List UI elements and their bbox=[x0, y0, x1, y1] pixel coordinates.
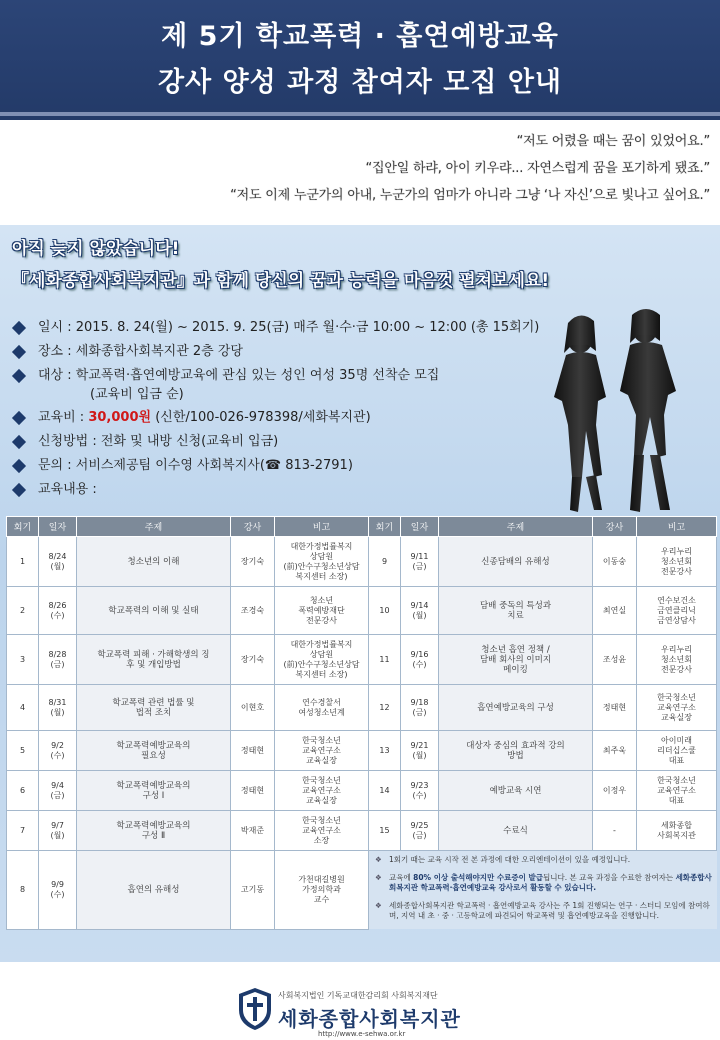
table-cell: 박재준 bbox=[231, 811, 275, 851]
table-row bbox=[7, 851, 717, 930]
table-cell: 학교폭력의 이해 및 실태 bbox=[77, 587, 231, 635]
table-cell: 청소년의 이해 bbox=[77, 537, 231, 587]
table-cell: 9/2 (수) bbox=[39, 731, 77, 771]
table-cell: 8/31 (월) bbox=[39, 685, 77, 731]
quote-1: “저도 어렸을 때는 꿈이 있었어요.” bbox=[516, 134, 710, 149]
diamond-bullet-icon bbox=[12, 483, 26, 497]
diamond-bullet-icon bbox=[12, 321, 26, 335]
table-row bbox=[7, 587, 717, 635]
table-cell: 10 bbox=[369, 587, 401, 635]
table-cell: 수료식 bbox=[439, 811, 593, 851]
table-cell: 정태현 bbox=[231, 731, 275, 771]
table-cell: 신종담배의 유해성 bbox=[439, 537, 593, 587]
table-row bbox=[7, 685, 717, 731]
note-3: ❖ 세화종합사회복지관 학교폭력 · 흡연예방교육 강사는 주 1회 진행되는 연구 · 스터디 모임에 참여하며, 지역 내 초 · 중 · 고등학교에 파견되어 학교폭력 및 흡연예방교육을 진행합니다. bbox=[375, 901, 710, 920]
page-title-line1: 제 5기 학교폭력 · 흡연예방교육 bbox=[161, 21, 559, 52]
note-2: ❖ 교육에 80% 이상 출석해야지만 수료증이 발급됩니다. 본 교육 과정을 수료한 참여자는 세화종합사회복지관 학교폭력·흡연예방교육 강사로서 활동할 수 있습니다. bbox=[375, 873, 712, 892]
table-cell: 9/14 (월) bbox=[401, 587, 439, 635]
table-cell: 흡연예방교육의 구성 bbox=[439, 685, 593, 731]
col-header: 비고 bbox=[275, 517, 369, 537]
table-cell: 14 bbox=[369, 771, 401, 811]
table-cell: 우리누리 청소년회 전문강사 bbox=[637, 635, 717, 685]
table-cell: 한국청소년 교육연구소 소장 bbox=[275, 811, 369, 851]
table-cell: 9/16 (수) bbox=[401, 635, 439, 685]
slogan-line1: 아직 늦지 않았습니다! bbox=[12, 239, 180, 259]
table-cell: 연수보건소 금연클리닉 금연상담사 bbox=[637, 587, 717, 635]
table-cell: 13 bbox=[369, 731, 401, 771]
table-cell: 9/9 (수) bbox=[39, 851, 77, 930]
table-cell: 8/26 (수) bbox=[39, 587, 77, 635]
table-cell: 예방교육 시연 bbox=[439, 771, 593, 811]
table-cell: 학교폭력예방교육의 필요성 bbox=[77, 731, 231, 771]
table-cell: 흡연의 유해성 bbox=[77, 851, 231, 930]
footer-url[interactable]: http://www.e-sehwa.or.kr bbox=[318, 1030, 406, 1038]
header-divider bbox=[0, 112, 720, 116]
col-header: 강사 bbox=[593, 517, 637, 537]
table-cell: 6 bbox=[7, 771, 39, 811]
women-silhouette-icon bbox=[510, 305, 710, 520]
fee-amount: 30,000원 bbox=[88, 410, 152, 425]
slogan-line2: 『세화종합사회복지관』과 함께 당신의 꿈과 능력을 마음껏 펼쳐보세요! bbox=[12, 271, 550, 291]
table-cell: 한국청소년 교육연구소 교육실장 bbox=[275, 731, 369, 771]
table-cell: 조경숙 bbox=[231, 587, 275, 635]
table-cell: 우리누리 청소년회 전문강사 bbox=[637, 537, 717, 587]
table-cell: 정태현 bbox=[231, 771, 275, 811]
table-cell: 7 bbox=[7, 811, 39, 851]
table-cell: 15 bbox=[369, 811, 401, 851]
page-title-line2: 강사 양성 과정 참여자 모집 안내 bbox=[157, 67, 563, 98]
col-header: 주제 bbox=[439, 517, 593, 537]
diamond-bullet-icon bbox=[12, 459, 26, 473]
table-cell: 세화종합 사회복지관 bbox=[637, 811, 717, 851]
table-cell: 이현호 bbox=[231, 685, 275, 731]
table-cell: 학교폭력예방교육의 구성 Ⅱ bbox=[77, 811, 231, 851]
col-header: 일자 bbox=[39, 517, 77, 537]
table-row bbox=[7, 635, 717, 685]
note-bullet-icon: ❖ bbox=[375, 855, 382, 864]
table-cell: 정태현 bbox=[593, 685, 637, 731]
table-cell: 한국청소년 교육연구소 교육실장 bbox=[275, 771, 369, 811]
table-cell: 한국청소년 교육연구소 교육실장 bbox=[637, 685, 717, 731]
table-cell: 장기숙 bbox=[231, 537, 275, 587]
table-cell: 대한가정법률복지 상담원 (前)안수구청소년상담 복지센터 소장) bbox=[275, 635, 369, 685]
quotes bbox=[230, 128, 710, 209]
table-cell: 장기숙 bbox=[231, 635, 275, 685]
table-cell: 8 bbox=[7, 851, 39, 930]
notes-block bbox=[369, 851, 717, 930]
table-cell: 아이미래 리더십스쿨 대표 bbox=[637, 731, 717, 771]
table-cell: 2 bbox=[7, 587, 39, 635]
table-row bbox=[7, 537, 717, 587]
table-cell: - bbox=[593, 811, 637, 851]
table-cell: 1 bbox=[7, 537, 39, 587]
table-cell: 9/23 (수) bbox=[401, 771, 439, 811]
col-header: 강사 bbox=[231, 517, 275, 537]
table-cell: 고기동 bbox=[231, 851, 275, 930]
table-cell: 청소년 흡연 정책 / 담배 회사의 이미지 메이킹 bbox=[439, 635, 593, 685]
quote-2: “집안일 하랴, 아이 키우랴... 자연스럽게 꿈을 포기하게 됐죠.” bbox=[365, 161, 710, 176]
diamond-bullet-icon bbox=[12, 411, 26, 425]
table-row bbox=[7, 771, 717, 811]
schedule-header-row bbox=[7, 517, 717, 537]
footer-name: 세화종합사회복지관 bbox=[278, 1007, 461, 1031]
info-content: 교육내용 : bbox=[10, 480, 610, 500]
diamond-bullet-icon bbox=[12, 345, 26, 359]
table-cell: 9/21 (월) bbox=[401, 731, 439, 771]
table-cell: 담배 중독의 특성과 치료 bbox=[439, 587, 593, 635]
table-cell: 학교폭력 관련 법률 및 법적 조치 bbox=[77, 685, 231, 731]
table-cell: 8/24 (월) bbox=[39, 537, 77, 587]
table-cell: 조성윤 bbox=[593, 635, 637, 685]
note-1: ❖ 1회기 때는 교육 시작 전 본 과정에 대한 오리엔테이션이 있을 예정입니다. bbox=[375, 855, 631, 864]
info-apply: 신청방법 : 전화 및 내방 신청(교육비 입금) bbox=[10, 432, 610, 452]
info-place: 장소 : 세화종합사회복지관 2층 강당 bbox=[10, 342, 610, 362]
col-header: 일자 bbox=[401, 517, 439, 537]
quote-3: “저도 이제 누군가의 아내, 누군가의 엄마가 아니라 그냥 ‘나 자신’으로 빛나고 싶어요.” bbox=[230, 188, 710, 203]
table-cell: 이동숭 bbox=[593, 537, 637, 587]
table-cell: 9 bbox=[369, 537, 401, 587]
info-target: 대상 : 학교폭력·흡연예방교육에 관심 있는 성인 여성 35명 선착순 모집 bbox=[10, 366, 610, 386]
table-cell: 11 bbox=[369, 635, 401, 685]
table-cell: 이정우 bbox=[593, 771, 637, 811]
diamond-bullet-icon bbox=[12, 369, 26, 383]
col-header: 회기 bbox=[7, 517, 39, 537]
col-header: 주제 bbox=[77, 517, 231, 537]
diamond-bullet-icon bbox=[12, 435, 26, 449]
footer-org: 사회복지법인 기독교대한감리회 사회복지재단 bbox=[278, 991, 438, 1000]
table-cell: 최주욱 bbox=[593, 731, 637, 771]
table-cell: 청소년 폭력예방재단 전문강사 bbox=[275, 587, 369, 635]
table-cell: 9/4 (금) bbox=[39, 771, 77, 811]
table-cell: 대한가정법률복지 상담원 (前)안수구청소년상담 복지센터 소장) bbox=[275, 537, 369, 587]
table-cell: 8/28 (금) bbox=[39, 635, 77, 685]
table-cell: 4 bbox=[7, 685, 39, 731]
schedule-table bbox=[6, 516, 717, 930]
table-cell: 9/25 (금) bbox=[401, 811, 439, 851]
info-target-sub: (교육비 입금 순) bbox=[90, 387, 184, 402]
table-cell: 최연실 bbox=[593, 587, 637, 635]
note-bullet-icon: ❖ bbox=[375, 873, 382, 882]
cross-shield-logo-icon bbox=[236, 986, 274, 1032]
table-cell: 한국청소년 교육연구소 대표 bbox=[637, 771, 717, 811]
info-fee: 교육비 : 30,000원 (신한/100-026-978398/세화복지관) bbox=[10, 408, 610, 428]
info-contact: 문의 : 서비스제공팀 이수영 사회복지사(☎ 813-2791) bbox=[10, 456, 610, 476]
info-schedule: 일시 : 2015. 8. 24(월) ~ 2015. 9. 25(금) 매주 월·수·금 10:00 ~ 12:00 (총 15회기) bbox=[10, 318, 610, 338]
table-row bbox=[7, 811, 717, 851]
table-cell: 12 bbox=[369, 685, 401, 731]
table-row bbox=[7, 731, 717, 771]
table-cell: 9/18 (금) bbox=[401, 685, 439, 731]
table-cell: 3 bbox=[7, 635, 39, 685]
col-header: 비고 bbox=[637, 517, 717, 537]
table-cell: 가천대길병원 가정의학과 교수 bbox=[275, 851, 369, 930]
table-cell: 학교폭력예방교육의 구성 Ⅰ bbox=[77, 771, 231, 811]
table-cell: 연수경찰서 여성청소년계 bbox=[275, 685, 369, 731]
note-bullet-icon: ❖ bbox=[375, 901, 382, 910]
table-cell: 대상자 중심의 효과적 강의 방법 bbox=[439, 731, 593, 771]
table-cell: 5 bbox=[7, 731, 39, 771]
table-cell: 학교폭력 피해 · 가해학생의 징 후 및 개입방법 bbox=[77, 635, 231, 685]
table-cell: 9/11 (금) bbox=[401, 537, 439, 587]
table-cell: 9/7 (월) bbox=[39, 811, 77, 851]
col-header: 회기 bbox=[369, 517, 401, 537]
